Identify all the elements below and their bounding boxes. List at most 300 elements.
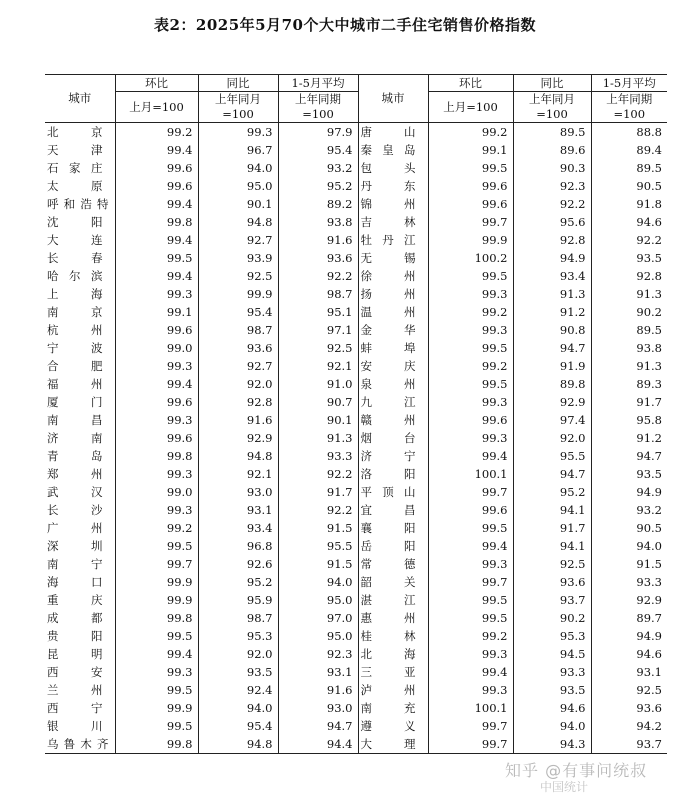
mom-header-left: 环比 <box>115 75 198 92</box>
avg-cell-left: 97.0 <box>278 609 358 627</box>
yoy-cell-left: 92.7 <box>198 357 278 375</box>
table-row <box>45 537 667 555</box>
city-cell-right: 九江 <box>358 393 428 411</box>
mom-cell-right: 99.4 <box>428 663 513 681</box>
city-cell-left: 沈阳 <box>45 213 115 231</box>
city-cell-left: 青岛 <box>45 447 115 465</box>
table-row <box>45 717 667 735</box>
yoy-cell-right: 94.3 <box>513 735 591 754</box>
city-cell-right: 无锡 <box>358 249 428 267</box>
avg-cell-right: 92.9 <box>636 593 662 607</box>
city-cell-right: 襄阳 <box>358 519 428 537</box>
city-cell-right: 徐州 <box>358 267 428 285</box>
avg-cell-left: 92.5 <box>278 339 358 357</box>
mom-cell-left: 99.5 <box>115 681 198 699</box>
avg-cell-left: 89.2 <box>278 195 358 213</box>
mom-cell-right: 99.2 <box>428 357 513 375</box>
city-cell-right: 泸州 <box>358 681 428 699</box>
yoy-cell-right: 97.4 <box>513 411 591 429</box>
yoy-cell-left: 94.0 <box>198 699 278 717</box>
avg-cell-right: 93.3 <box>636 575 662 589</box>
city-cell-left: 贵阳 <box>45 627 115 645</box>
mom-cell-left: 99.8 <box>115 213 198 231</box>
table-row <box>45 465 667 483</box>
avg-cell-right: 90.2 <box>636 305 662 319</box>
city-cell-right: 丹东 <box>358 177 428 195</box>
yoy-cell-left: 96.8 <box>198 537 278 555</box>
avg-cell-right: 91.2 <box>636 431 662 445</box>
yoy-cell-right: 95.2 <box>513 483 591 501</box>
yoy-cell-left: 95.3 <box>198 627 278 645</box>
yoy-cell-left: 93.1 <box>198 501 278 519</box>
yoy-cell-right: 94.9 <box>513 249 591 267</box>
yoy-cell-left: 93.9 <box>198 249 278 267</box>
city-cell-right: 赣州 <box>358 411 428 429</box>
yoy-cell-left: 98.7 <box>198 609 278 627</box>
mom-cell-left: 99.6 <box>115 429 198 447</box>
avg-cell-left: 91.0 <box>278 375 358 393</box>
city-cell-right: 南充 <box>358 699 428 717</box>
yoy-cell-left: 92.4 <box>198 681 278 699</box>
yoy-header-right: 同比 <box>513 75 591 92</box>
city-cell-right: 平顶山 <box>358 483 428 501</box>
avg-cell-right: 94.9 <box>636 485 662 499</box>
yoy-cell-right: 92.9 <box>513 393 591 411</box>
mom-base-left: 上月=100 <box>115 92 198 123</box>
avg-cell-left: 92.2 <box>278 267 358 285</box>
yoy-cell-right: 92.8 <box>513 231 591 249</box>
yoy-cell-right: 93.5 <box>513 681 591 699</box>
avg-cell-left: 95.5 <box>278 537 358 555</box>
mom-cell-left: 99.6 <box>115 159 198 177</box>
mom-cell-right: 99.5 <box>428 609 513 627</box>
city-cell-right: 大理 <box>358 735 428 754</box>
city-cell-left: 深圳 <box>45 537 115 555</box>
avg-cell-left: 93.1 <box>278 663 358 681</box>
table-row <box>45 411 667 429</box>
yoy-cell-left: 99.9 <box>198 285 278 303</box>
mom-cell-left: 99.3 <box>115 663 198 681</box>
city-cell-right: 韶关 <box>358 573 428 591</box>
mom-cell-left: 99.6 <box>115 393 198 411</box>
yoy-cell-right: 94.1 <box>513 537 591 555</box>
mom-cell-left: 99.4 <box>115 231 198 249</box>
mom-header-right: 环比 <box>428 75 513 92</box>
table-row <box>45 249 667 267</box>
city-cell-left: 厦门 <box>45 393 115 411</box>
avg-cell-right: 90.5 <box>636 521 662 535</box>
mom-cell-right: 99.5 <box>428 339 513 357</box>
avg-header-right: 1-5月平均 <box>591 75 667 92</box>
city-cell-left: 福州 <box>45 375 115 393</box>
yoy-cell-right: 93.6 <box>513 573 591 591</box>
yoy-cell-left: 96.7 <box>198 141 278 159</box>
table-row <box>45 375 667 393</box>
table-row <box>45 141 667 159</box>
mom-cell-right: 99.1 <box>428 141 513 159</box>
avg-cell-right: 94.6 <box>636 215 662 229</box>
table-row <box>45 393 667 411</box>
mom-cell-right: 99.7 <box>428 483 513 501</box>
city-cell-right: 济宁 <box>358 447 428 465</box>
watermark-sub: 中国统计 <box>540 780 589 794</box>
avg-cell-right: 91.3 <box>636 287 662 301</box>
city-cell-right: 吉林 <box>358 213 428 231</box>
mom-cell-left: 99.5 <box>115 717 198 735</box>
city-cell-right: 温州 <box>358 303 428 321</box>
yoy-cell-left: 93.5 <box>198 663 278 681</box>
city-cell-left: 成都 <box>45 609 115 627</box>
mom-cell-left: 99.9 <box>115 591 198 609</box>
table-row <box>45 339 667 357</box>
city-cell-left: 武汉 <box>45 483 115 501</box>
yoy-cell-right: 94.7 <box>513 465 591 483</box>
yoy-cell-left: 94.8 <box>198 213 278 231</box>
yoy-cell-left: 95.4 <box>198 717 278 735</box>
yoy-cell-right: 93.4 <box>513 267 591 285</box>
yoy-cell-left: 92.8 <box>198 393 278 411</box>
avg-cell-right: 89.4 <box>636 143 662 157</box>
mom-cell-left: 99.4 <box>115 267 198 285</box>
yoy-cell-left: 92.5 <box>198 267 278 285</box>
avg-cell-left: 92.3 <box>278 645 358 663</box>
avg-cell-right: 93.7 <box>591 735 667 754</box>
mom-cell-right: 99.3 <box>428 555 513 573</box>
yoy-cell-left: 99.3 <box>198 123 278 142</box>
city-cell-right: 北海 <box>358 645 428 663</box>
page-title: 表2：2025年5月70个大中城市二手住宅销售价格指数 <box>154 16 536 34</box>
city-header-right: 城市 <box>358 75 428 123</box>
mom-cell-right: 99.3 <box>428 681 513 699</box>
avg-cell-left: 95.2 <box>278 177 358 195</box>
mom-cell-left: 99.4 <box>115 375 198 393</box>
mom-cell-left: 99.6 <box>115 177 198 195</box>
mom-cell-right: 99.5 <box>428 519 513 537</box>
mom-cell-right: 99.5 <box>428 159 513 177</box>
yoy-cell-left: 94.8 <box>198 447 278 465</box>
avg-cell-left: 94.4 <box>278 735 358 754</box>
mom-cell-left: 99.3 <box>115 411 198 429</box>
city-cell-left: 哈尔滨 <box>45 267 115 285</box>
avg-cell-right: 93.5 <box>636 467 662 481</box>
avg-cell-right: 93.1 <box>636 665 662 679</box>
yoy-cell-left: 95.2 <box>198 573 278 591</box>
yoy-cell-right: 94.7 <box>513 339 591 357</box>
city-cell-left: 西安 <box>45 663 115 681</box>
mom-cell-left: 99.5 <box>115 537 198 555</box>
avg-cell-right: 88.8 <box>636 125 662 139</box>
avg-cell-right: 89.5 <box>636 323 662 337</box>
avg-cell-left: 92.2 <box>278 501 358 519</box>
table-row <box>45 321 667 339</box>
mom-cell-left: 99.8 <box>115 735 198 754</box>
city-cell-right: 惠州 <box>358 609 428 627</box>
mom-cell-right: 99.5 <box>428 267 513 285</box>
yoy-cell-right: 93.7 <box>513 591 591 609</box>
mom-cell-right: 99.3 <box>428 429 513 447</box>
avg-cell-right: 91.5 <box>636 557 662 571</box>
city-cell-right: 扬州 <box>358 285 428 303</box>
mom-cell-right: 100.1 <box>428 699 513 717</box>
table-body <box>45 123 667 754</box>
avg-cell-left: 92.2 <box>278 465 358 483</box>
table-row <box>45 231 667 249</box>
mom-cell-left: 99.2 <box>115 123 198 142</box>
yoy-base-left: 上年同月=100 <box>198 92 278 123</box>
table-row <box>45 627 667 645</box>
yoy-cell-right: 95.5 <box>513 447 591 465</box>
mom-cell-right: 99.3 <box>428 321 513 339</box>
mom-cell-left: 99.5 <box>115 249 198 267</box>
yoy-cell-left: 92.0 <box>198 375 278 393</box>
mom-base-right: 上月=100 <box>428 92 513 123</box>
avg-base-left: 上年同期=100 <box>278 92 358 123</box>
avg-cell-right: 91.7 <box>636 395 662 409</box>
yoy-cell-left: 95.9 <box>198 591 278 609</box>
avg-cell-right: 92.5 <box>636 683 662 697</box>
yoy-cell-left: 93.6 <box>198 339 278 357</box>
city-header-left: 城市 <box>45 75 115 123</box>
table-header <box>45 75 667 123</box>
mom-cell-left: 99.4 <box>115 645 198 663</box>
yoy-cell-right: 90.8 <box>513 321 591 339</box>
avg-cell-right: 91.8 <box>636 197 662 211</box>
city-cell-right: 秦皇岛 <box>358 141 428 159</box>
mom-cell-right: 99.3 <box>428 393 513 411</box>
table-row <box>45 177 667 195</box>
city-cell-left: 北京 <box>45 123 115 142</box>
avg-cell-right: 90.5 <box>636 179 662 193</box>
city-cell-left: 昆明 <box>45 645 115 663</box>
avg-cell-right: 89.3 <box>636 377 662 391</box>
mom-cell-right: 99.6 <box>428 195 513 213</box>
city-cell-left: 杭州 <box>45 321 115 339</box>
yoy-cell-right: 94.1 <box>513 501 591 519</box>
mom-cell-right: 100.2 <box>428 249 513 267</box>
yoy-base-right: 上年同月=100 <box>513 92 591 123</box>
avg-cell-left: 90.7 <box>278 393 358 411</box>
city-cell-right: 唐山 <box>358 123 428 142</box>
mom-cell-right: 99.4 <box>428 537 513 555</box>
avg-cell-right: 89.5 <box>636 161 662 175</box>
avg-cell-right: 94.7 <box>636 449 662 463</box>
avg-cell-left: 90.1 <box>278 411 358 429</box>
city-cell-left: 海口 <box>45 573 115 591</box>
table-row <box>45 591 667 609</box>
yoy-cell-left: 93.0 <box>198 483 278 501</box>
avg-cell-left: 97.1 <box>278 321 358 339</box>
yoy-cell-left: 94.0 <box>198 159 278 177</box>
avg-cell-right: 94.2 <box>636 719 662 733</box>
table-row <box>45 213 667 231</box>
mom-cell-left: 99.3 <box>115 285 198 303</box>
avg-cell-left: 94.0 <box>278 573 358 591</box>
table-row <box>45 735 667 754</box>
city-cell-left: 宁波 <box>45 339 115 357</box>
yoy-cell-right: 94.6 <box>513 699 591 717</box>
city-cell-right: 包头 <box>358 159 428 177</box>
yoy-cell-right: 90.3 <box>513 159 591 177</box>
table-row <box>45 285 667 303</box>
avg-base-right: 上年同期=100 <box>591 92 667 123</box>
city-cell-left: 银川 <box>45 717 115 735</box>
yoy-cell-right: 91.9 <box>513 357 591 375</box>
avg-cell-left: 93.2 <box>278 159 358 177</box>
mom-cell-left: 99.3 <box>115 357 198 375</box>
city-cell-left: 大连 <box>45 231 115 249</box>
city-cell-right: 岳阳 <box>358 537 428 555</box>
city-cell-left: 郑州 <box>45 465 115 483</box>
table-row <box>45 501 667 519</box>
avg-header-left: 1-5月平均 <box>278 75 358 92</box>
city-cell-right: 锦州 <box>358 195 428 213</box>
city-cell-right: 湛江 <box>358 591 428 609</box>
city-cell-left: 太原 <box>45 177 115 195</box>
mom-cell-left: 99.4 <box>115 141 198 159</box>
avg-cell-right: 93.5 <box>636 251 662 265</box>
mom-cell-left: 99.4 <box>115 195 198 213</box>
yoy-cell-right: 91.7 <box>513 519 591 537</box>
mom-cell-right: 99.2 <box>428 627 513 645</box>
city-cell-right: 桂林 <box>358 627 428 645</box>
mom-cell-left: 99.5 <box>115 627 198 645</box>
table-row <box>45 555 667 573</box>
city-cell-left: 南昌 <box>45 411 115 429</box>
yoy-cell-right: 90.2 <box>513 609 591 627</box>
table-row <box>45 699 667 717</box>
mom-cell-left: 99.0 <box>115 483 198 501</box>
yoy-cell-left: 92.1 <box>198 465 278 483</box>
table-row <box>45 159 667 177</box>
yoy-cell-left: 92.7 <box>198 231 278 249</box>
mom-cell-right: 99.4 <box>428 447 513 465</box>
city-cell-left: 兰州 <box>45 681 115 699</box>
city-cell-left: 济南 <box>45 429 115 447</box>
avg-cell-left: 91.5 <box>278 519 358 537</box>
table-row <box>45 303 667 321</box>
avg-cell-left: 93.0 <box>278 699 358 717</box>
yoy-cell-right: 89.5 <box>513 123 591 142</box>
city-cell-left: 南宁 <box>45 555 115 573</box>
table-row <box>45 663 667 681</box>
price-index-table <box>45 74 667 754</box>
mom-cell-right: 99.5 <box>428 591 513 609</box>
mom-cell-left: 99.3 <box>115 501 198 519</box>
yoy-cell-left: 92.6 <box>198 555 278 573</box>
avg-cell-right: 93.2 <box>636 503 662 517</box>
avg-cell-left: 91.5 <box>278 555 358 573</box>
yoy-cell-right: 94.0 <box>513 717 591 735</box>
yoy-cell-left: 92.0 <box>198 645 278 663</box>
table-row <box>45 267 667 285</box>
avg-cell-right: 93.6 <box>636 701 662 715</box>
yoy-cell-left: 94.8 <box>198 735 278 754</box>
city-cell-left: 乌鲁木齐 <box>45 735 115 754</box>
avg-cell-right: 94.0 <box>636 539 662 553</box>
avg-cell-left: 91.6 <box>278 231 358 249</box>
mom-cell-right: 99.7 <box>428 573 513 591</box>
table-row <box>45 519 667 537</box>
mom-cell-right: 99.9 <box>428 231 513 249</box>
yoy-cell-right: 95.6 <box>513 213 591 231</box>
mom-cell-left: 99.9 <box>115 573 198 591</box>
mom-cell-left: 99.8 <box>115 609 198 627</box>
yoy-cell-right: 93.3 <box>513 663 591 681</box>
mom-cell-right: 99.2 <box>428 123 513 142</box>
city-cell-left: 西宁 <box>45 699 115 717</box>
city-cell-right: 三亚 <box>358 663 428 681</box>
table-row <box>45 573 667 591</box>
table-row <box>45 483 667 501</box>
yoy-cell-right: 92.0 <box>513 429 591 447</box>
city-cell-left: 石家庄 <box>45 159 115 177</box>
city-cell-left: 天津 <box>45 141 115 159</box>
mom-cell-left: 99.0 <box>115 339 198 357</box>
avg-cell-left: 93.6 <box>278 249 358 267</box>
city-cell-right: 常德 <box>358 555 428 573</box>
mom-cell-right: 99.7 <box>428 717 513 735</box>
avg-cell-left: 94.7 <box>278 717 358 735</box>
avg-cell-left: 95.0 <box>278 627 358 645</box>
avg-cell-right: 91.3 <box>636 359 662 373</box>
avg-cell-right: 94.9 <box>636 629 662 643</box>
city-cell-left: 重庆 <box>45 591 115 609</box>
mom-cell-right: 99.6 <box>428 411 513 429</box>
yoy-cell-right: 89.6 <box>513 141 591 159</box>
mom-cell-right: 99.6 <box>428 501 513 519</box>
mom-cell-right: 99.6 <box>428 177 513 195</box>
city-cell-right: 遵义 <box>358 717 428 735</box>
city-cell-right: 烟台 <box>358 429 428 447</box>
avg-cell-right: 95.8 <box>636 413 662 427</box>
watermark: 知乎 @有事问统叔 <box>505 761 648 780</box>
mom-cell-left: 99.2 <box>115 519 198 537</box>
yoy-cell-left: 90.1 <box>198 195 278 213</box>
table-row <box>45 645 667 663</box>
yoy-cell-left: 98.7 <box>198 321 278 339</box>
city-cell-left: 广州 <box>45 519 115 537</box>
table-row <box>45 447 667 465</box>
mom-cell-right: 99.7 <box>428 735 513 754</box>
yoy-cell-right: 92.3 <box>513 177 591 195</box>
mom-cell-right: 99.3 <box>428 285 513 303</box>
mom-cell-right: 99.7 <box>428 213 513 231</box>
table-row <box>45 609 667 627</box>
avg-cell-right: 92.2 <box>636 233 662 247</box>
city-cell-right: 牡丹江 <box>358 231 428 249</box>
city-cell-left: 南京 <box>45 303 115 321</box>
avg-cell-left: 91.3 <box>278 429 358 447</box>
table-row <box>45 123 667 142</box>
avg-cell-right: 94.6 <box>636 647 662 661</box>
mom-cell-left: 99.6 <box>115 321 198 339</box>
mom-cell-left: 99.7 <box>115 555 198 573</box>
mom-cell-right: 99.2 <box>428 303 513 321</box>
table-row <box>45 429 667 447</box>
yoy-cell-right: 94.5 <box>513 645 591 663</box>
city-cell-right: 安庆 <box>358 357 428 375</box>
yoy-cell-right: 92.2 <box>513 195 591 213</box>
avg-cell-left: 98.7 <box>278 285 358 303</box>
mom-cell-right: 99.3 <box>428 645 513 663</box>
yoy-cell-right: 91.2 <box>513 303 591 321</box>
avg-cell-left: 93.3 <box>278 447 358 465</box>
mom-cell-left: 99.9 <box>115 699 198 717</box>
table-row <box>45 195 667 213</box>
avg-cell-left: 91.6 <box>278 681 358 699</box>
avg-cell-left: 95.1 <box>278 303 358 321</box>
city-cell-right: 蚌埠 <box>358 339 428 357</box>
